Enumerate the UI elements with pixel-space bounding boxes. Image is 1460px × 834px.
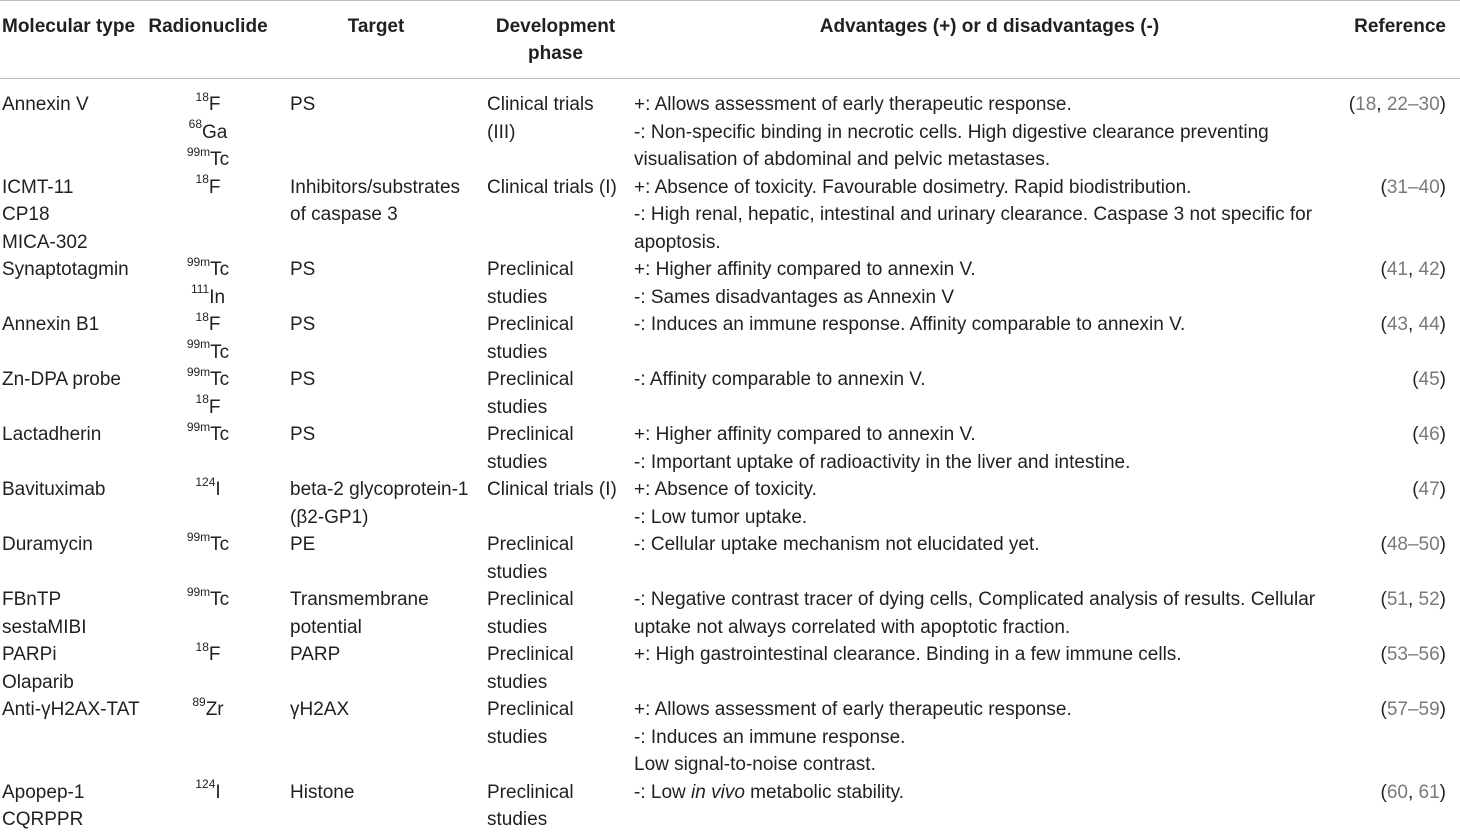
reference-part: 57–59 <box>1386 699 1440 720</box>
cell-radionuclide <box>140 79 276 174</box>
note-line: -: Negative contrast tracer of dying cells, Complicated analysis of results. Cellular uptake not always correlated with apoptotic fraction. <box>634 589 1316 638</box>
molecular-type-line: FBnTP <box>2 589 62 610</box>
mass-number: 111 <box>190 282 210 297</box>
cell-target: Inhibitors/substrates of caspase 3 <box>290 176 461 225</box>
cell-reference <box>1345 256 1460 311</box>
reference-part: ( <box>1380 644 1387 665</box>
reference-part: ) <box>1439 424 1446 445</box>
element-symbol: F <box>208 176 221 198</box>
cell-development-phase: Preclinical studies <box>487 314 574 363</box>
cell-radionuclide <box>140 476 276 531</box>
molecular-type-line: Annexin B1 <box>2 314 100 335</box>
note-fragment: metabolic stability. <box>744 781 904 803</box>
radionuclide <box>140 146 276 174</box>
element-symbol: I <box>215 781 221 803</box>
element-symbol: Ga <box>202 121 228 143</box>
cell-advantages <box>624 366 1345 421</box>
cell-development-phase: Preclinical studies <box>487 534 574 583</box>
note-line: -: Cellular uptake mechanism not elucidated yet. <box>634 534 1040 555</box>
reference-part: ) <box>1439 781 1446 803</box>
header-radionuclide: Radionuclide <box>140 1 276 79</box>
cell-radionuclide <box>140 531 276 586</box>
element-symbol: Tc <box>210 424 230 445</box>
mass-number: 124 <box>195 777 216 792</box>
header-development-phase: Development phase <box>476 1 624 79</box>
cell-molecular-type <box>0 531 140 586</box>
note-line: +: Higher affinity compared to annexin V. <box>634 424 976 445</box>
mass-number: 68 <box>188 117 202 132</box>
reference-part: ) <box>1439 479 1446 500</box>
mass-number: 99m <box>186 364 211 379</box>
cell-advantages <box>624 641 1345 696</box>
table-row <box>0 256 1460 311</box>
cell-molecular-type <box>0 696 140 779</box>
cell-reference <box>1345 476 1460 531</box>
cell-molecular-type <box>0 779 140 834</box>
cell-target: PARP <box>290 644 341 665</box>
cell-target: PS <box>290 314 316 335</box>
reference-part: 31–40 <box>1386 176 1440 198</box>
element-symbol: Tc <box>210 589 230 610</box>
note-line: -: High renal, hepatic, intestinal and urinary clearance. Caspase 3 not specific for apoptosis. <box>634 204 1313 253</box>
cell-radionuclide <box>140 256 276 311</box>
note-line: -: Affinity comparable to annexin V. <box>634 369 926 390</box>
reference-part: 47 <box>1418 479 1440 500</box>
cell-development-phase: Preclinical studies <box>487 644 574 693</box>
note-line: +: Absence of toxicity. Favourable dosimetry. Rapid biodistribution. <box>634 176 1192 198</box>
reference-part: ( <box>1380 534 1387 555</box>
header-row <box>0 1 1460 79</box>
note-line: Low signal-to-noise contrast. <box>634 754 876 775</box>
element-symbol: Tc <box>210 534 230 555</box>
element-symbol: F <box>208 644 221 665</box>
cell-advantages <box>624 174 1345 257</box>
cell-reference <box>1345 586 1460 641</box>
mass-number: 18 <box>195 639 209 654</box>
header-advantages: Advantages (+) or d disadvantages (-) <box>624 1 1345 79</box>
reference-part: ) <box>1439 699 1446 720</box>
reference-part: ( <box>1412 479 1419 500</box>
note-line: +: High gastrointestinal clearance. Binding in a few immune cells. <box>634 644 1182 665</box>
mass-number: 99m <box>186 529 211 544</box>
element-symbol: F <box>208 396 221 418</box>
element-symbol: F <box>208 94 221 115</box>
note-fragment: -: Low <box>634 781 692 803</box>
reference-part: ) <box>1439 314 1446 335</box>
mass-number: 99m <box>186 144 211 159</box>
cell-reference <box>1345 531 1460 586</box>
note-line <box>634 779 1345 807</box>
table-row <box>0 696 1460 779</box>
reference-part: , <box>1407 259 1419 280</box>
reference-part: 30 <box>1418 94 1440 115</box>
radionuclide <box>140 586 276 614</box>
reference-part: ( <box>1412 424 1419 445</box>
cell-reference <box>1345 641 1460 696</box>
cell-molecular-type <box>0 586 140 641</box>
reference-part: 22– <box>1386 94 1419 115</box>
cell-target: PS <box>290 94 316 115</box>
reference-part: ) <box>1439 644 1446 665</box>
radionuclide <box>140 696 276 724</box>
radionuclide <box>140 91 276 119</box>
note-line: -: Important uptake of radioactivity in the liver and intestine. <box>634 451 1131 473</box>
cell-development-phase: Preclinical studies <box>487 424 574 473</box>
cell-development-phase: Clinical trials (I) <box>487 479 617 500</box>
element-symbol: Zr <box>205 699 224 720</box>
mass-number: 18 <box>195 309 209 324</box>
cell-target: PS <box>290 259 316 280</box>
radionuclide <box>140 394 276 422</box>
element-symbol: Tc <box>210 369 230 390</box>
cell-reference <box>1345 779 1460 834</box>
reference-part: ( <box>1412 369 1419 390</box>
molecular-type-line: Annexin V <box>2 94 89 115</box>
table-row <box>0 641 1460 696</box>
table-row <box>0 366 1460 421</box>
cell-advantages <box>624 531 1345 586</box>
cell-advantages <box>624 779 1345 834</box>
cell-advantages <box>624 256 1345 311</box>
reference-part: 61 <box>1418 781 1440 803</box>
molecular-type-line: MICA-302 <box>2 231 88 253</box>
radionuclide <box>140 366 276 394</box>
molecular-type-line: CP18 <box>2 204 50 225</box>
table-row <box>0 311 1460 366</box>
note-line: +: Higher affinity compared to annexin V. <box>634 259 976 280</box>
cell-molecular-type <box>0 476 140 531</box>
table-row <box>0 79 1460 174</box>
reference-part: , <box>1376 94 1387 115</box>
cell-target: γH2AX <box>290 699 350 720</box>
radionuclide <box>140 311 276 339</box>
header-target: Target <box>276 1 476 79</box>
molecular-type-line: Bavituximab <box>2 479 106 500</box>
molecular-type-line: Olaparib <box>2 671 74 693</box>
cell-radionuclide <box>140 696 276 779</box>
reference-part: 53–56 <box>1386 644 1440 665</box>
radionuclide <box>140 531 276 559</box>
cell-radionuclide <box>140 586 276 641</box>
note-line: -: Non-specific binding in necrotic cells. High digestive clearance preventing visualisation of abdominal and pelvic metastases. <box>634 121 1269 170</box>
reference-part: ( <box>1380 259 1387 280</box>
molecular-type-line: Zn-DPA probe <box>2 369 121 390</box>
cell-molecular-type <box>0 641 140 696</box>
cell-radionuclide <box>140 174 276 257</box>
cell-radionuclide <box>140 421 276 476</box>
reference-part: ( <box>1380 176 1387 198</box>
radionuclide <box>140 339 276 367</box>
reference-part: ( <box>1348 94 1356 115</box>
table-row <box>0 476 1460 531</box>
cell-advantages <box>624 311 1345 366</box>
reference-part: 48–50 <box>1386 534 1440 555</box>
note-line: -: Induces an immune response. <box>634 726 906 748</box>
molecular-type-line: Lactadherin <box>2 424 102 445</box>
reference-part: ) <box>1439 369 1446 390</box>
cell-target: PE <box>290 534 316 555</box>
table-row <box>0 531 1460 586</box>
radionuclide <box>140 779 276 807</box>
cell-molecular-type <box>0 256 140 311</box>
reference-part: ( <box>1380 589 1387 610</box>
mass-number: 18 <box>195 392 209 407</box>
cell-development-phase: Preclinical studies <box>487 589 574 638</box>
reference-part: 44 <box>1418 314 1440 335</box>
element-symbol: Tc <box>210 341 230 363</box>
table-row <box>0 779 1460 834</box>
radionuclide <box>140 641 276 669</box>
cell-molecular-type <box>0 311 140 366</box>
cell-radionuclide <box>140 641 276 696</box>
note-line: -: Induces an immune response. Affinity comparable to annexin V. <box>634 314 1186 335</box>
element-symbol: Tc <box>210 259 230 280</box>
cell-reference <box>1345 421 1460 476</box>
cell-development-phase: Preclinical studies <box>487 369 574 418</box>
note-line: -: Low tumor uptake. <box>634 506 808 528</box>
reference-part: 41 <box>1386 259 1408 280</box>
cell-advantages <box>624 476 1345 531</box>
cell-development-phase: Clinical trials (III) <box>487 94 594 143</box>
radionuclide <box>140 284 276 312</box>
mass-number: 124 <box>195 474 216 489</box>
reference-part: , <box>1407 781 1419 803</box>
table-body <box>0 79 1460 834</box>
cell-development-phase: Clinical trials (I) <box>487 176 617 198</box>
table-row <box>0 421 1460 476</box>
reference-part: 51 <box>1386 589 1408 610</box>
reference-part: 43 <box>1386 314 1408 335</box>
mass-number: 99m <box>186 419 211 434</box>
header-molecular-type: Molecular type <box>0 1 140 79</box>
reference-part: 45 <box>1418 369 1440 390</box>
mass-number: 99m <box>186 584 211 599</box>
element-symbol: Tc <box>210 149 230 170</box>
cell-advantages <box>624 696 1345 779</box>
mass-number: 18 <box>195 172 209 187</box>
molecular-type-line: Apopep-1 <box>2 781 85 803</box>
note-fragment: in vivo <box>691 781 745 803</box>
radionuclide <box>140 119 276 147</box>
molecular-type-line: Duramycin <box>2 534 93 555</box>
cell-target: PS <box>290 424 316 445</box>
element-symbol: I <box>215 479 221 500</box>
reference-part: ) <box>1439 94 1446 115</box>
molecular-type-line: sestaMIBI <box>2 616 87 638</box>
cell-target: beta-2 glycoprotein-1 (β2-GP1) <box>290 479 469 528</box>
radionuclide <box>140 256 276 284</box>
element-symbol: In <box>209 286 226 308</box>
mass-number: 89 <box>192 694 206 709</box>
reference-part: ) <box>1439 534 1446 555</box>
reference-part: ) <box>1439 176 1446 198</box>
cell-target: PS <box>290 369 316 390</box>
cell-reference <box>1345 696 1460 779</box>
cell-development-phase: Preclinical studies <box>487 259 574 308</box>
molecular-type-line: Anti-γH2AX-TAT <box>2 699 140 720</box>
reference-part: 46 <box>1418 424 1440 445</box>
reference-part: ) <box>1439 259 1446 280</box>
element-symbol: F <box>208 314 221 335</box>
molecular-type-line: Synaptotagmin <box>2 259 129 280</box>
mass-number: 99m <box>186 254 211 269</box>
note-line: -: Sames disadvantages as Annexin V <box>634 286 955 308</box>
reference-part: 60 <box>1386 781 1408 803</box>
cell-reference <box>1345 311 1460 366</box>
cell-advantages <box>624 421 1345 476</box>
cell-molecular-type <box>0 79 140 174</box>
molecular-type-line: CQRPPR <box>2 809 84 830</box>
cell-radionuclide <box>140 366 276 421</box>
cell-development-phase: Preclinical studies <box>487 781 574 830</box>
table-row <box>0 586 1460 641</box>
reference-part: , <box>1407 589 1419 610</box>
cell-molecular-type <box>0 366 140 421</box>
reference-part: 42 <box>1418 259 1440 280</box>
reference-part: 18 <box>1355 94 1377 115</box>
radionuclide <box>140 476 276 504</box>
cell-advantages <box>624 79 1345 174</box>
cell-development-phase: Preclinical studies <box>487 699 574 748</box>
cell-advantages <box>624 586 1345 641</box>
reference-part: ( <box>1380 314 1387 335</box>
mass-number: 99m <box>186 337 211 352</box>
molecular-type-line: ICMT-11 <box>2 176 74 198</box>
molecular-type-line: PARPi <box>2 644 57 665</box>
radionuclide <box>140 421 276 449</box>
cell-molecular-type <box>0 421 140 476</box>
cell-radionuclide <box>140 311 276 366</box>
table-row <box>0 174 1460 257</box>
note-line: +: Absence of toxicity. <box>634 479 817 500</box>
mass-number: 18 <box>195 89 209 104</box>
cell-target: Histone <box>290 781 355 803</box>
cell-reference <box>1345 174 1460 257</box>
reference-part: ( <box>1380 781 1387 803</box>
cell-target: Transmembrane potential <box>290 589 429 638</box>
cell-reference <box>1345 79 1460 174</box>
reference-part: 52 <box>1418 589 1440 610</box>
note-line: +: Allows assessment of early therapeutic response. <box>634 94 1072 115</box>
note-line: +: Allows assessment of early therapeutic response. <box>634 699 1072 720</box>
reference-part: ) <box>1439 589 1446 610</box>
reference-part: , <box>1407 314 1419 335</box>
radionuclide <box>140 174 276 202</box>
cell-radionuclide <box>140 779 276 834</box>
header-reference: Reference <box>1345 1 1460 79</box>
cell-reference <box>1345 366 1460 421</box>
cell-molecular-type <box>0 174 140 257</box>
reference-part: ( <box>1380 699 1387 720</box>
